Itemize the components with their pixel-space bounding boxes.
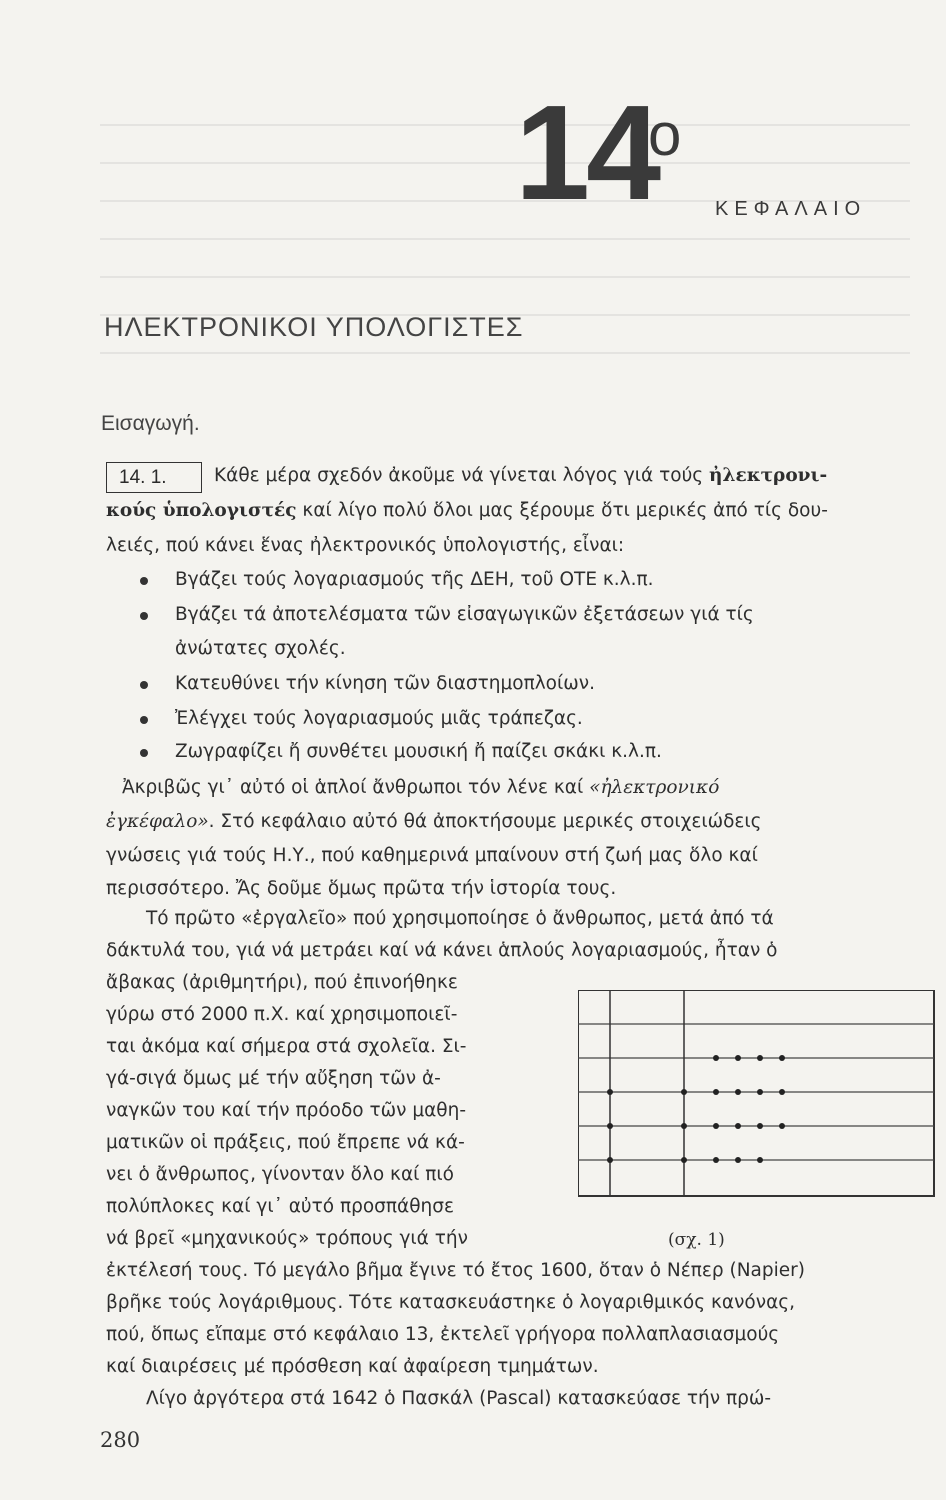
abacus-frame <box>578 990 934 1196</box>
text-line: ἐγκέφαλο». Στό κεφάλαιο αὐτό θά ἀποκτήσουμε μερικές στοιχειώδεις <box>106 811 762 832</box>
abacus-beads <box>607 1055 785 1163</box>
list-item: Ζωγραφίζει ἤ συνθέτει μουσική ἤ παίζει σκάκι κ.λ.π. <box>175 741 662 762</box>
text-line: γνώσεις γιά τούς Η.Υ., πού καθημερινά μπαίνουν στή ζωή μας ὅλο καί <box>106 845 758 866</box>
text-line: γύρω στό 2000 π.Χ. καί χρησιμοποιεῖ- <box>106 1004 458 1025</box>
page-number: 280 <box>100 1428 141 1452</box>
chapter-word: ΚΕΦΑΛΑΙΟ <box>715 198 867 220</box>
text-line: ματικῶν οἱ πράξεις, πού ἔπρεπε νά κά- <box>106 1132 465 1153</box>
text-line: ναγκῶν του καί τήν πρόοδο τῶν μαθη- <box>106 1100 467 1121</box>
section-heading: Εισαγωγή. <box>101 412 200 435</box>
text-line: λειές, πού κάνει ἕνας ἠλεκτρονικός ὑπολογιστής, εἶναι: <box>106 535 625 556</box>
text-line: νά βρεῖ «μηχανικούς» τρόπους γιά τήν <box>106 1228 468 1249</box>
paragraph-number-box: 14. 1. <box>106 462 202 493</box>
text-line: ται ἀκόμα καί σήμερα στά σχολεῖα. Σι- <box>106 1036 467 1057</box>
text-line: ἄβακας (ἀριθμητήρι), πού ἐπινοήθηκε <box>106 972 458 993</box>
bullet-icon <box>140 749 148 757</box>
text-line: Ἀκριβῶς γι᾽ αὐτό οἱ ἁπλοί ἄνθρωποι τόν λένε καί «ἠλεκτρονικό <box>122 777 720 798</box>
list-item-continued: ἀνώτατες σχολές. <box>175 638 346 659</box>
text-line: πού, ὅπως εἴπαμε στό κεφάλαιο 13, ἐκτελεῖ γρήγορα πολλαπλασιασμούς <box>106 1324 780 1345</box>
list-item: Κατευθύνει τήν κίνηση τῶν διαστημοπλοίων. <box>175 673 595 694</box>
text-line: Λίγο ἀργότερα στά 1642 ὁ Πασκάλ (Pascal) κατασκεύασε τήν πρώ- <box>146 1388 772 1409</box>
text-line: δάκτυλά του, γιά νά μετράει καί νά κάνει ἁπλούς λογαριασμούς, ἦταν ὁ <box>106 940 778 961</box>
chapter-number: 14 <box>515 77 658 228</box>
chapter-number-superscript: ο <box>648 101 682 168</box>
figure-caption: (σχ. 1) <box>668 1230 725 1250</box>
bullet-icon <box>140 612 148 620</box>
bullet-icon <box>140 716 148 724</box>
text-line: Κάθε μέρα σχεδόν ἀκοῦμε νά γίνεται λόγος γιά τούς ἠλεκτρονι- <box>214 465 828 486</box>
chapter-title: ΗΛΕΚΤΡΟΝΙΚΟΙ ΥΠΟΛΟΓΙΣΤΕΣ <box>104 312 524 342</box>
bullet-icon <box>140 681 148 689</box>
text-line: νει ὁ ἄνθρωπος, γίνονταν ὅλο καί πιό <box>106 1164 454 1185</box>
list-item: Βγάζει τούς λογαριασμούς τῆς ΔΕΗ, τοῦ ΟΤΕ κ.λ.π. <box>175 569 654 590</box>
abacus-figure <box>578 990 938 1202</box>
text-line: Τό πρῶτο «ἐργαλεῖο» πού χρησιμοποίησε ὁ ἄνθρωπος, μετά ἀπό τά <box>146 908 774 929</box>
bullet-icon <box>140 577 148 585</box>
text-line: καί διαιρέσεις μέ πρόσθεση καί ἀφαίρεση τμημάτων. <box>106 1356 599 1377</box>
text-line: βρῆκε τούς λογάριθμους. Τότε κατασκευάστηκε ὁ λογαριθμικός κανόνας, <box>106 1292 796 1313</box>
text-line: γά-σιγά ὅμως μέ τήν αὔξηση τῶν ἀ- <box>106 1068 441 1089</box>
list-item: Βγάζει τά ἀποτελέσματα τῶν εἰσαγωγικῶν ἐξετάσεων γιά τίς <box>175 604 754 625</box>
abacus-rods <box>610 990 684 1196</box>
list-item: Ἐλέγχει τούς λογαριασμούς μιᾶς τράπεζας. <box>175 708 583 729</box>
text-line: περισσότερο. Ἄς δοῦμε ὅμως πρῶτα τήν ἱστορία τους. <box>106 878 617 899</box>
text-line: ἐκτέλεσή τους. Τό μεγάλο βῆμα ἔγινε τό ἔτος 1600, ὅταν ὁ Νέπερ (Napier) <box>106 1260 805 1281</box>
abacus-rows <box>578 1024 934 1160</box>
text-line: πολύπλοκες καί γι᾽ αὐτό προσπάθησε <box>106 1196 454 1217</box>
text-line: κούς ὑπολογιστές καί λίγο πολύ ὅλοι μας ξέρουμε ὅτι μερικές ἀπό τίς δου- <box>106 500 828 521</box>
